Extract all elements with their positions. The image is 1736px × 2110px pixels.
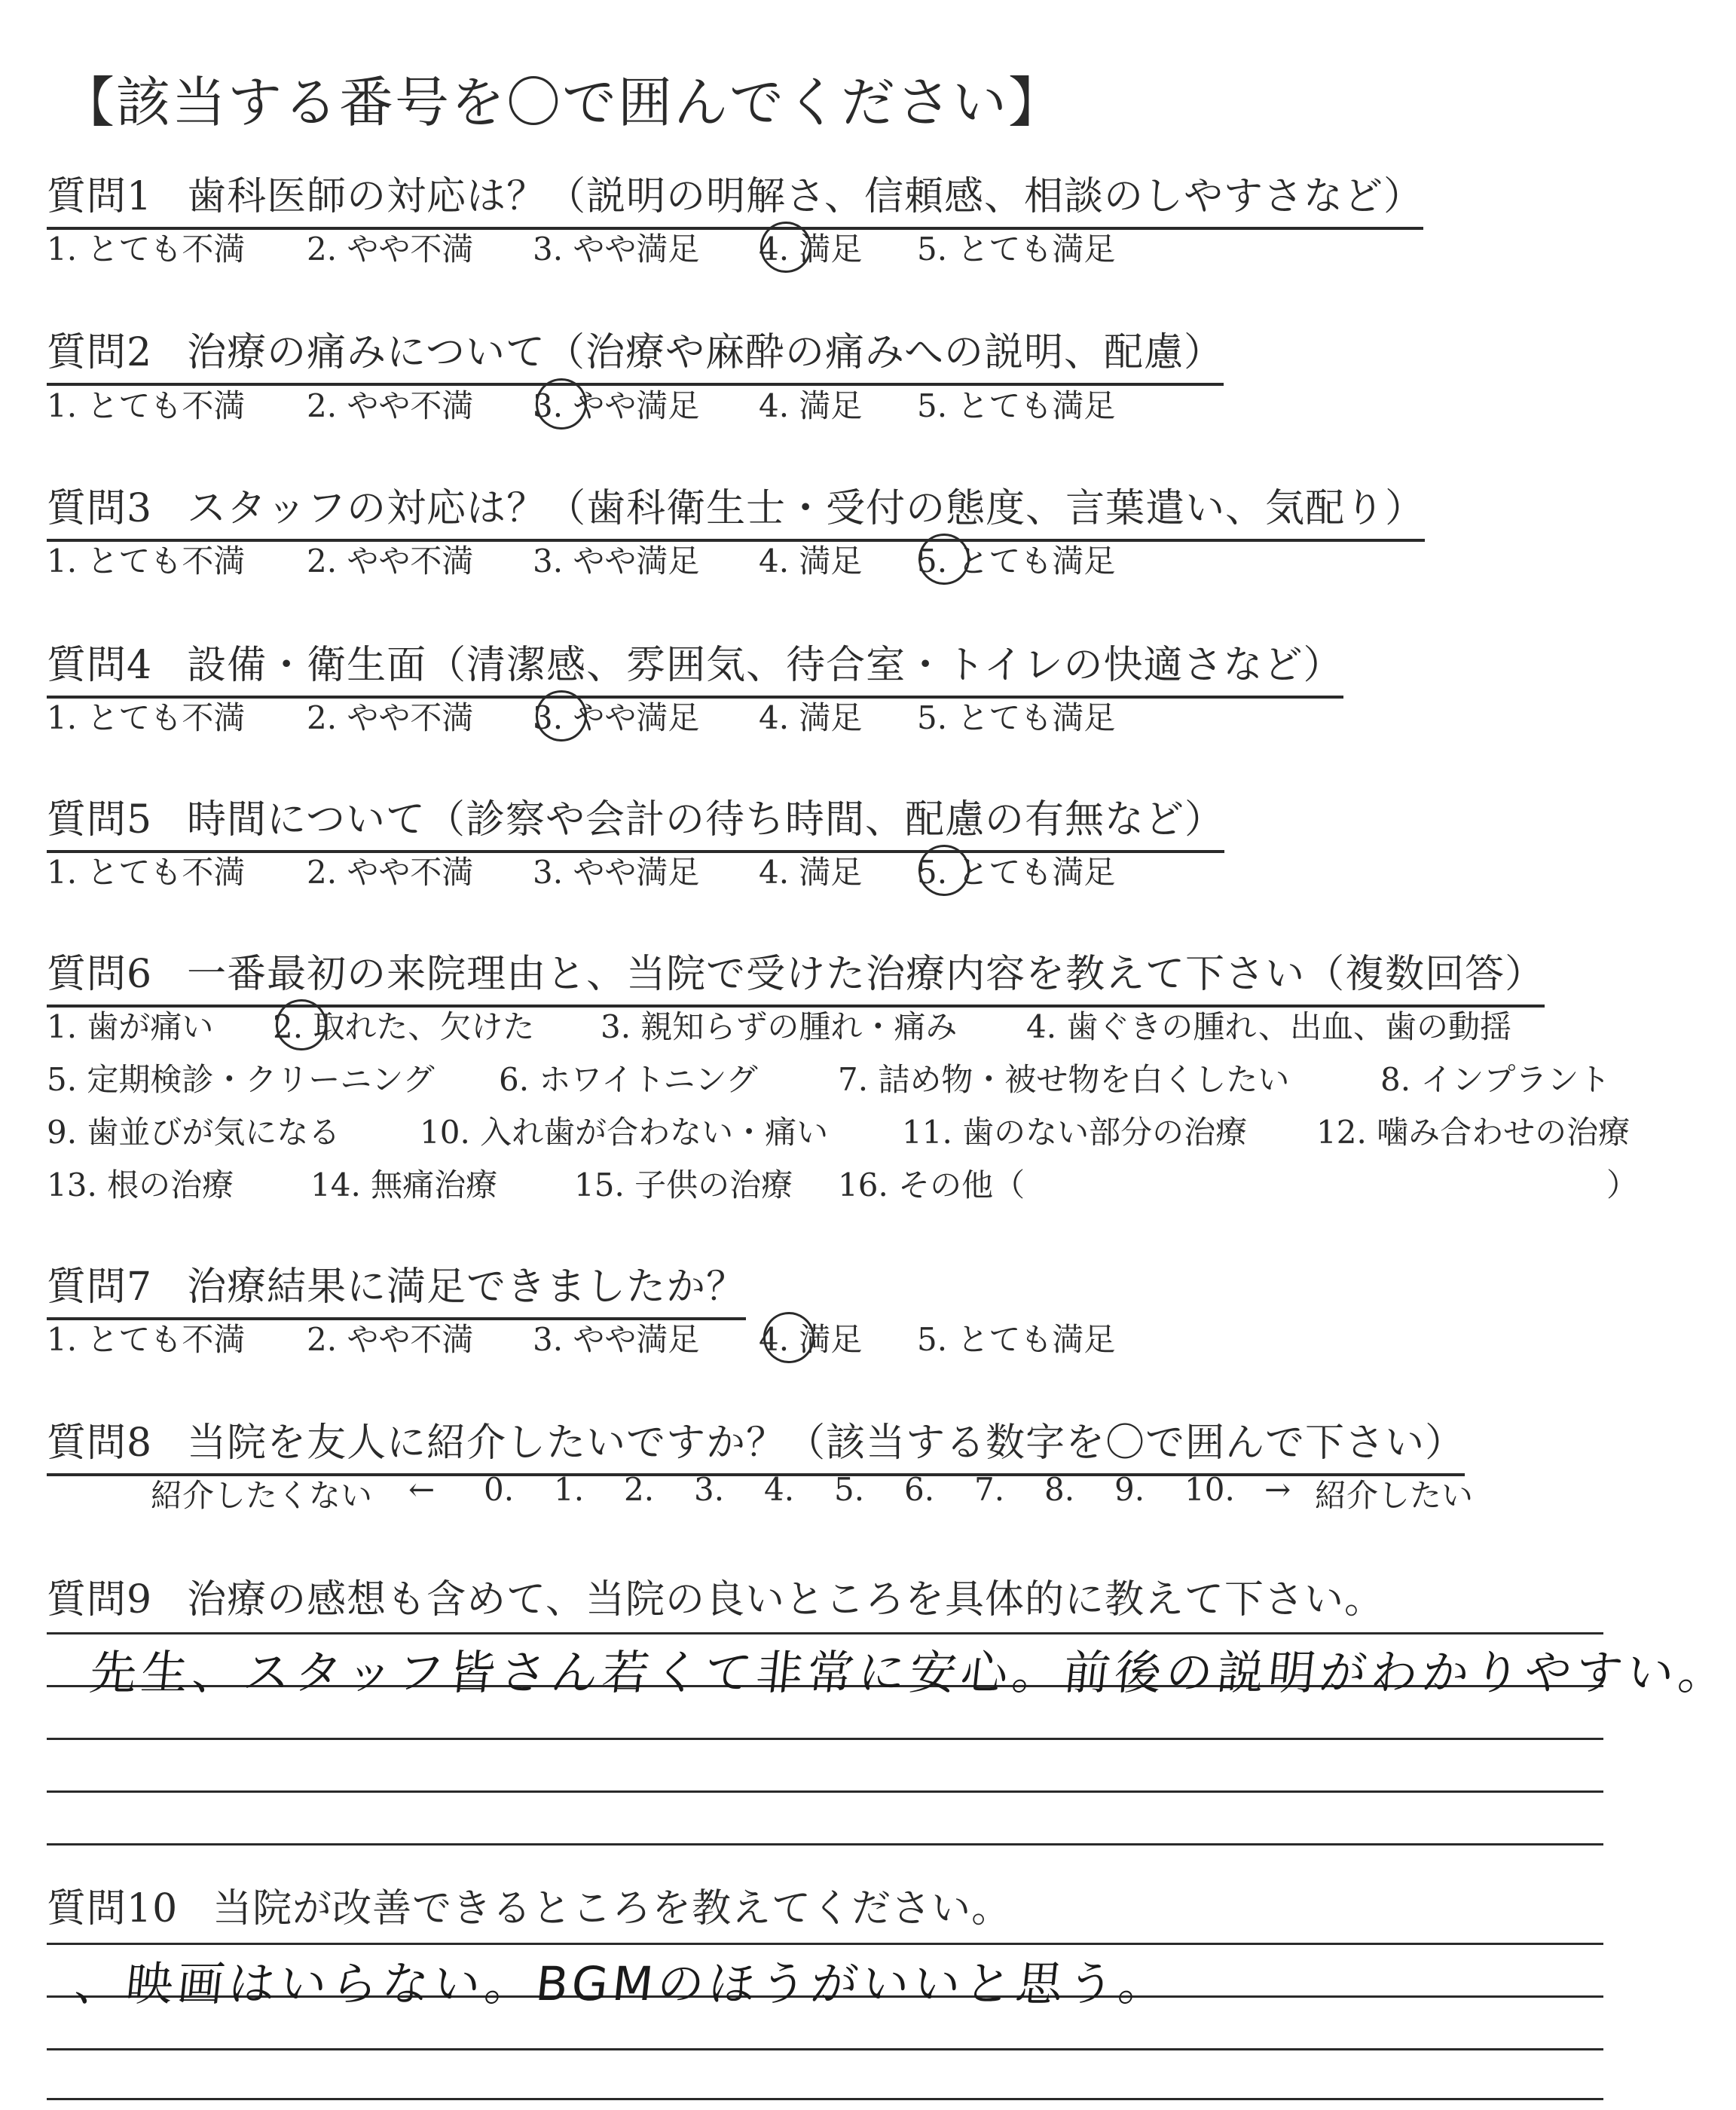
question-text: 設備・衛生面（清潔感、雰囲気、待合室・トイレの快適さなど） xyxy=(187,643,1343,688)
option-3[interactable]: 3. 親知らずの腫れ・痛み xyxy=(601,1008,958,1045)
question-number: 質問7 xyxy=(47,1264,153,1310)
question-text: 治療の感想も含めて、当院の良いところを具体的に教えて下さい。 xyxy=(187,1577,1385,1622)
option-4[interactable]: 4. 満足 xyxy=(759,699,863,736)
option-2[interactable]: 2. やや不満 xyxy=(307,699,474,736)
question-10-title xyxy=(47,1876,1011,1939)
option-4[interactable]: 4. 満足 xyxy=(759,225,862,270)
scale-option-3[interactable]: 3. xyxy=(694,1471,725,1508)
scale-option-7[interactable]: 7. xyxy=(974,1471,1005,1508)
option-7[interactable]: 7. 詰め物・被せ物を白くしたい xyxy=(838,1061,1290,1098)
question-5-title xyxy=(47,787,1224,853)
option-2[interactable]: 2. やや不満 xyxy=(307,543,474,579)
option-16[interactable]: 16. その他（ xyxy=(838,1167,1025,1203)
scale-option-0[interactable]: 0. xyxy=(484,1471,515,1508)
option-12[interactable]: 12. 噛み合わせの治療 xyxy=(1316,1114,1631,1151)
question-text: 一番最初の来院理由と、当院で受けた治療内容を教えて下さい（複数回答） xyxy=(187,952,1545,997)
question-10-handwritten-answer: 、映画はいらない。BGMのほうがいいと思う。 xyxy=(72,1956,1173,2011)
question-number: 質問8 xyxy=(47,1420,153,1466)
scale-option-4[interactable]: 4. xyxy=(764,1471,795,1508)
option-1[interactable]: 1. とても不満 xyxy=(47,231,246,268)
other-close-paren: ） xyxy=(1606,1167,1639,1203)
scale-option-1[interactable]: 1. xyxy=(554,1471,585,1508)
answer-line xyxy=(47,2048,1603,2050)
answer-line xyxy=(47,1943,1603,1945)
option-2[interactable]: 2. やや不満 xyxy=(307,231,474,268)
option-8[interactable]: 8. インプラント xyxy=(1380,1061,1611,1098)
option-2[interactable]: 2. やや不満 xyxy=(307,387,474,424)
option-5[interactable]: 5. とても満足 xyxy=(917,848,1115,893)
question-text: 当院を友人に紹介したいですか？（該当する数字を〇で囲んで下さい） xyxy=(187,1420,1466,1466)
option-3[interactable]: 3. やや満足 xyxy=(533,231,700,268)
scale-option-5[interactable]: 5. xyxy=(834,1471,865,1508)
question-9-title xyxy=(47,1567,1384,1630)
scale-option-9[interactable]: 9. xyxy=(1114,1471,1145,1508)
option-9[interactable]: 9. 歯並びが気になる xyxy=(47,1114,341,1151)
option-2[interactable]: 2. やや不満 xyxy=(307,1321,474,1358)
option-10[interactable]: 10. 入れ歯が合わない・痛い xyxy=(420,1114,829,1151)
question-number: 質問4 xyxy=(47,643,153,688)
answer-line xyxy=(47,1632,1603,1634)
option-13[interactable]: 13. 根の治療 xyxy=(47,1167,234,1203)
option-5[interactable]: 5. とても満足 xyxy=(917,231,1116,268)
left-arrow-icon: ← xyxy=(408,1471,436,1508)
right-arrow-icon: → xyxy=(1264,1471,1291,1508)
option-3[interactable]: 3. やや満足 xyxy=(533,1321,700,1358)
question-text: 治療の痛みについて（治療や麻酔の痛みへの説明、配慮） xyxy=(187,330,1224,375)
option-2[interactable]: 2. 取れた、欠けた xyxy=(273,1002,534,1047)
question-number: 質問10 xyxy=(47,1886,179,1931)
question-4-title xyxy=(47,633,1343,699)
question-text: 歯科医師の対応は？（説明の明解さ、信頼感、相談のしやすさなど） xyxy=(187,174,1424,219)
option-1[interactable]: 1. とても不満 xyxy=(47,543,246,579)
question-number: 質問5 xyxy=(47,797,153,842)
question-2-title xyxy=(47,320,1224,386)
option-2[interactable]: 2. やや不満 xyxy=(307,854,474,891)
option-4[interactable]: 4. 満足 xyxy=(759,854,863,891)
option-4[interactable]: 4. 満足 xyxy=(759,1315,862,1360)
form-header: 【該当する番号を〇で囲んでください】 xyxy=(60,71,1065,134)
option-1[interactable]: 1. とても不満 xyxy=(47,699,246,736)
question-number: 質問6 xyxy=(47,952,153,997)
option-5[interactable]: 5. とても満足 xyxy=(917,537,1115,582)
scale-right-label: 紹介したい xyxy=(1315,1477,1474,1514)
option-3[interactable]: 3. やや満足 xyxy=(533,381,699,427)
scale-option-6[interactable]: 6. xyxy=(904,1471,935,1508)
option-5[interactable]: 5. とても満足 xyxy=(917,699,1116,736)
option-1[interactable]: 1. とても不満 xyxy=(47,854,246,891)
answer-line xyxy=(47,1843,1603,1845)
scale-option-10[interactable]: 10. xyxy=(1184,1471,1235,1508)
question-1-title xyxy=(47,164,1423,230)
question-7-title xyxy=(47,1255,746,1320)
option-6[interactable]: 6. ホワイトニング xyxy=(499,1061,758,1098)
option-3[interactable]: 3. やや満足 xyxy=(533,543,700,579)
option-5[interactable]: 5. とても満足 xyxy=(917,1321,1116,1358)
question-text: 治療結果に満足できましたか？ xyxy=(187,1264,747,1310)
question-number: 質問9 xyxy=(47,1577,153,1622)
scale-left-label: 紹介したくない xyxy=(151,1477,373,1514)
option-14[interactable]: 14. 無痛治療 xyxy=(310,1167,498,1203)
question-3-title xyxy=(47,476,1425,542)
answer-line xyxy=(47,2098,1603,2100)
option-1[interactable]: 1. とても不満 xyxy=(47,387,246,424)
question-number: 質問1 xyxy=(47,174,153,219)
option-1[interactable]: 1. とても不満 xyxy=(47,1321,246,1358)
option-4[interactable]: 4. 満足 xyxy=(759,543,863,579)
option-3[interactable]: 3. やや満足 xyxy=(533,854,700,891)
question-text: 当院が改善できるところを教えてください。 xyxy=(212,1886,1012,1931)
answer-line xyxy=(47,1790,1603,1793)
question-text: 時間について（診察や会計の待ち時間、配慮の有無など） xyxy=(187,797,1225,842)
scale-option-2[interactable]: 2. xyxy=(624,1471,655,1508)
option-11[interactable]: 11. 歯のない部分の治療 xyxy=(902,1114,1248,1151)
option-4[interactable]: 4. 歯ぐきの腫れ、出血、歯の動揺 xyxy=(1026,1008,1511,1045)
question-6-title xyxy=(47,942,1545,1008)
question-text: スタッフの対応は？（歯科衛生士・受付の態度、言葉遣い、気配り） xyxy=(187,486,1426,531)
question-8-title xyxy=(47,1411,1465,1476)
option-3[interactable]: 3. やや満足 xyxy=(533,693,699,738)
option-4[interactable]: 4. 満足 xyxy=(759,387,863,424)
answer-line xyxy=(47,1738,1603,1740)
option-1[interactable]: 1. 歯が痛い xyxy=(47,1008,214,1045)
question-number: 質問3 xyxy=(47,486,153,531)
question-number: 質問2 xyxy=(47,330,153,375)
option-5[interactable]: 5. とても満足 xyxy=(917,387,1116,424)
scale-option-8[interactable]: 8. xyxy=(1044,1471,1075,1508)
option-5[interactable]: 5. 定期検診・クリーニング xyxy=(47,1061,435,1098)
option-15[interactable]: 15. 子供の治療 xyxy=(574,1167,793,1203)
question-9-handwritten-answer: 先生、スタッフ皆さん若くて非常に安心。前後の説明がわかりやすい。 xyxy=(87,1645,1733,1700)
